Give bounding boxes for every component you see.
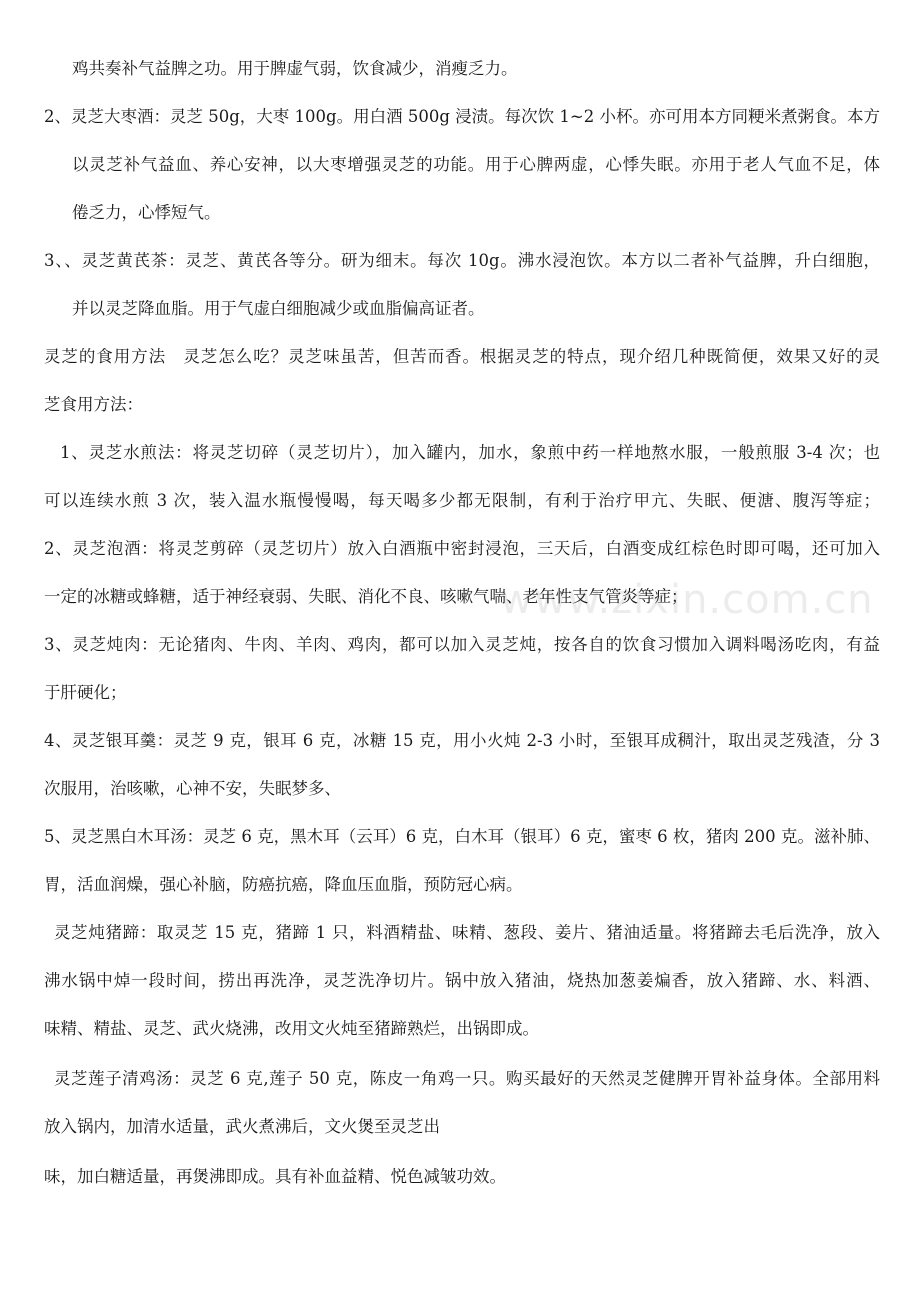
watermark: www.zixin.com.cn (500, 577, 874, 623)
text-line: 味，加白糖适量，再煲沸即成。具有补血益精、悦色减皱功效。 (44, 1167, 506, 1186)
text-line: 芝食用方法： (44, 395, 143, 414)
text-line: 3、灵芝炖肉：无论猪肉、牛肉、羊肉、鸡肉，都可以加入灵芝炖，按各自的饮食习惯加入调料喝汤吃肉，有益 (44, 635, 880, 654)
text-line: 沸水锅中焯一段时间，捞出再洗净，灵芝洗净切片。锅中放入猪油，烧热加葱姜煸香，放入猪蹄、水、料酒、 (44, 971, 880, 990)
text-line: 并以灵芝降血脂。用于气虚白细胞减少或血脂偏高证者。 (72, 299, 485, 318)
text-line: 4、灵芝银耳羹：灵芝 9 克，银耳 6 克，冰糖 15 克，用小火炖 2-3 小时，至银耳成稠汁，取出灵芝残渣，分 3 (44, 731, 880, 750)
text-line: 倦乏力，心悸短气。 (72, 203, 221, 222)
text-line: 次服用，治咳嗽，心神不安，失眠梦多、 (44, 779, 341, 798)
text-line: 鸡共奏补气益脾之功。用于脾虚气弱，饮食减少，消瘦乏力。 (72, 59, 518, 78)
text-line: 于肝硬化； (44, 683, 127, 702)
text-line: 2、灵芝大枣酒：灵芝 50g，大枣 100g。用白酒 500g 浸渍。每次饮 1~2 小杯。亦可用本方同粳米煮粥食。本方 (44, 107, 880, 126)
text-line: 3、、灵芝黄芪茶：灵芝、黄芪各等分。研为细末。每次 10g。沸水浸泡饮。本方以二者补气益脾，升白细胞， (44, 251, 880, 270)
text-line: 胃，活血润燥，强心补脑，防癌抗癌，降血压血脂，预防冠心病。 (44, 875, 523, 894)
text-line: 一定的冰糖或蜂糖，适于神经衰弱、失眠、消化不良、咳嗽气喘、老年性支气管炎等症； (44, 587, 688, 606)
text-line: 味精、精盐、灵芝、武火烧沸，改用文火炖至猪蹄熟烂，出锅即成。 (44, 1019, 539, 1038)
text-line: 2、灵芝泡酒：将灵芝剪碎（灵芝切片）放入白酒瓶中密封浸泡，三天后，白酒变成红棕色时即可喝，还可加入 (44, 539, 880, 558)
text-line: 灵芝莲子清鸡汤：灵芝 6 克,莲子 50 克，陈皮一角鸡一只。购买最好的天然灵芝健脾开胃补益身体。全部用料 (54, 1069, 880, 1088)
text-line: 灵芝炖猪蹄：取灵芝 15 克，猪蹄 1 只，料酒精盐、味精、葱段、姜片、猪油适量。将猪蹄去毛后洗净，放入 (54, 923, 880, 942)
text-line: 1、灵芝水煎法：将灵芝切碎（灵芝切片），加入罐内，加水，象煎中药一样地熬水服，一般煎服 3-4 次；也 (60, 443, 880, 462)
text-line: 可以连续水煎 3 次，装入温水瓶慢慢喝，每天喝多少都无限制，有利于治疗甲亢、失眠、便溏、腹泻等症； (44, 491, 880, 510)
text-line: 灵芝的食用方法 灵芝怎么吃？灵芝味虽苦，但苦而香。根据灵芝的特点，现介绍几种既简便，效果又好的灵 (44, 347, 880, 366)
text-line: 5、灵芝黑白木耳汤：灵芝 6 克，黑木耳（云耳）6 克，白木耳（银耳）6 克，蜜枣 6 枚，猪肉 200 克。滋补肺、 (44, 827, 880, 846)
text-line: 放入锅内，加清水适量，武火煮沸后，文火煲至灵芝出 (44, 1117, 440, 1136)
text-line: 以灵芝补气益血、养心安神，以大枣增强灵芝的功能。用于心脾两虚，心悸失眠。亦用于老人气血不足，体 (72, 155, 880, 174)
